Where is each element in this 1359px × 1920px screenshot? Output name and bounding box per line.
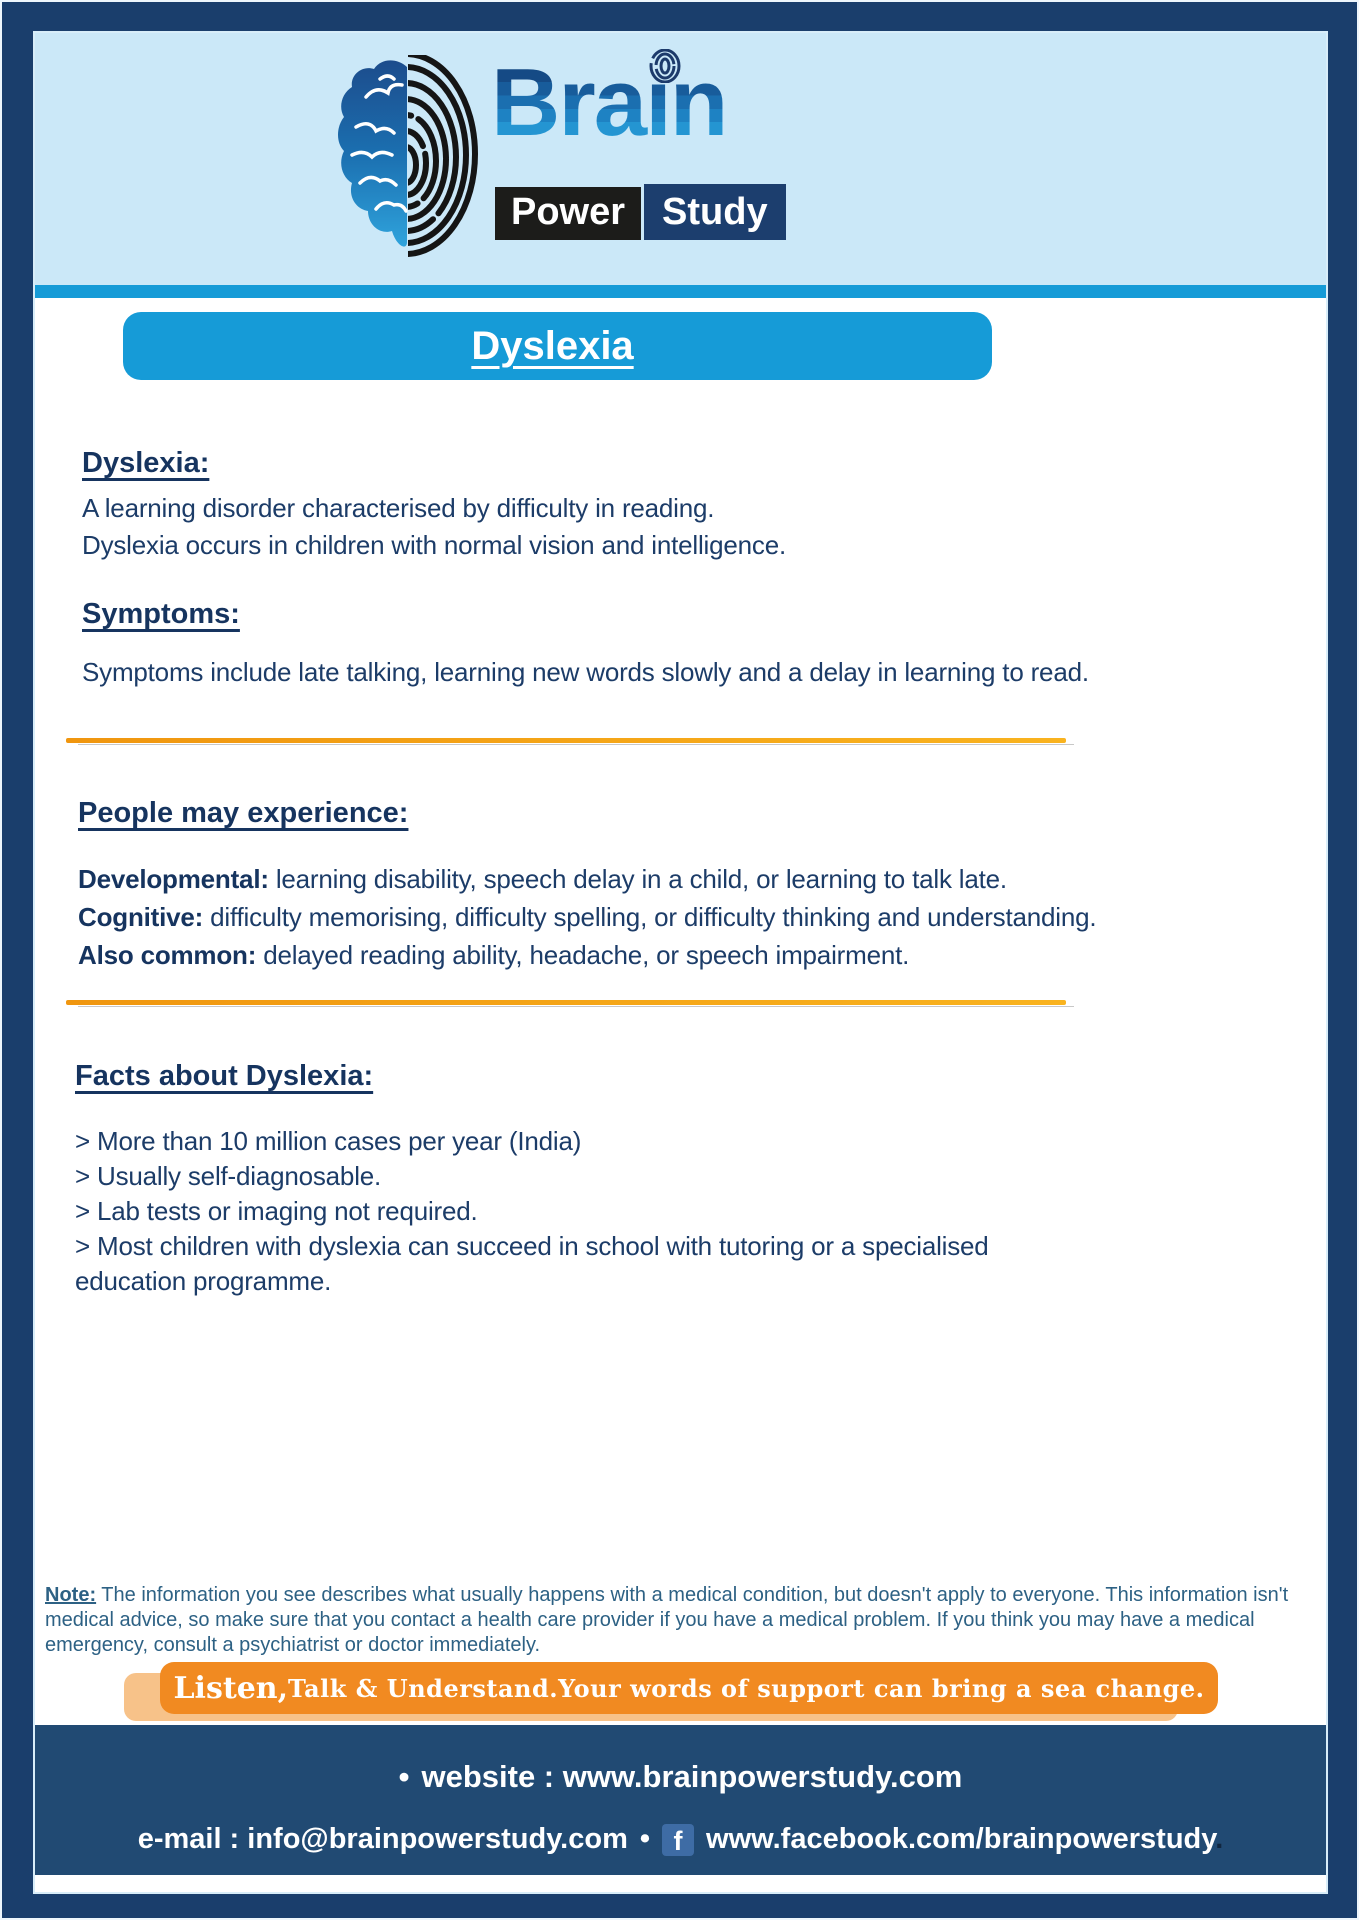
experience-item: Developmental: learning disability, speech delay in a child, or learning to talk late. bbox=[78, 864, 1007, 894]
symptoms-text: Symptoms include late talking, learning new words slowly and a delay in learning to read. bbox=[82, 657, 1089, 687]
note-paragraph bbox=[45, 1583, 1317, 1658]
experience-item: Also common: delayed reading ability, headache, or speech impairment. bbox=[78, 940, 910, 970]
note-text: The information you see describes what usually happens with a medical condition, but doesn't apply to everyone. This information isn't medical advice, so make sure that you contact a health care provider if you have a medical problem. If you think you may have a medical emergency, consult a psychiatrist or doctor immediately. bbox=[45, 1584, 1289, 1656]
fact-item: > Most children with dyslexia can succeed in school with tutoring or a specialised education programme. bbox=[75, 1231, 989, 1296]
bullet-icon: • bbox=[398, 1759, 410, 1794]
footer-website-line bbox=[35, 1759, 1326, 1795]
fingerprint-dot-icon bbox=[649, 49, 681, 83]
body-line: Dyslexia occurs in children with normal vision and intelligence. bbox=[82, 530, 786, 560]
heading-experience: People may experience: bbox=[78, 797, 409, 829]
fact-item: > Lab tests or imaging not required. bbox=[75, 1196, 478, 1226]
banner-text: Talk & Understand.Your words of support can bring a sea change. bbox=[288, 1673, 1205, 1703]
email-text: e-mail : info@brainpowerstudy.com bbox=[137, 1823, 628, 1855]
note-label: Note: bbox=[45, 1584, 97, 1606]
title-banner bbox=[123, 312, 992, 380]
facts-list bbox=[75, 1124, 1075, 1299]
footer-band bbox=[35, 1725, 1326, 1875]
header-band bbox=[35, 33, 1326, 285]
brand-post: n bbox=[669, 49, 727, 156]
brand-i: ı bbox=[645, 49, 670, 156]
brand-subtitle bbox=[495, 187, 786, 240]
facebook-url-text: www.facebook.com/brainpowerstudy. bbox=[706, 1823, 1224, 1855]
heading-facts: Facts about Dyslexia: bbox=[75, 1060, 374, 1092]
body-line: A learning disorder characterised by difficulty in reading. bbox=[82, 493, 715, 523]
power-label: Power bbox=[495, 187, 641, 240]
brand-pre: Bra bbox=[491, 49, 646, 156]
bullet-icon: • bbox=[639, 1823, 651, 1855]
brand-text bbox=[491, 49, 786, 240]
facebook-icon: f bbox=[662, 1824, 694, 1856]
fact-item: > More than 10 million cases per year (India) bbox=[75, 1126, 582, 1156]
brand-logo bbox=[335, 49, 786, 261]
brain-fingerprint-icon bbox=[335, 55, 481, 261]
orange-divider bbox=[66, 738, 1066, 743]
page-title: Dyslexia bbox=[471, 323, 634, 368]
support-banner bbox=[160, 1662, 1218, 1714]
footer-contact-line bbox=[35, 1823, 1326, 1856]
heading-dyslexia: Dyslexia: bbox=[82, 447, 210, 479]
heading-symptoms: Symptoms: bbox=[82, 598, 240, 630]
study-label: Study bbox=[644, 184, 786, 240]
header-accent-stripe bbox=[35, 285, 1326, 298]
orange-divider bbox=[66, 1000, 1066, 1005]
facebook-url-suffix: . bbox=[1215, 1823, 1224, 1855]
dyslexia-definition bbox=[82, 490, 786, 564]
fact-item: > Usually self-diagnosable. bbox=[75, 1161, 382, 1191]
experience-list bbox=[78, 860, 1096, 974]
banner-lead: Listen, bbox=[173, 1670, 289, 1706]
brand-name bbox=[491, 49, 727, 156]
poster-inner bbox=[35, 33, 1326, 1892]
experience-item: Cognitive: difficulty memorising, difficulty spelling, or difficulty thinking and understanding. bbox=[78, 902, 1097, 932]
website-text: website : www.brainpowerstudy.com bbox=[421, 1759, 963, 1794]
